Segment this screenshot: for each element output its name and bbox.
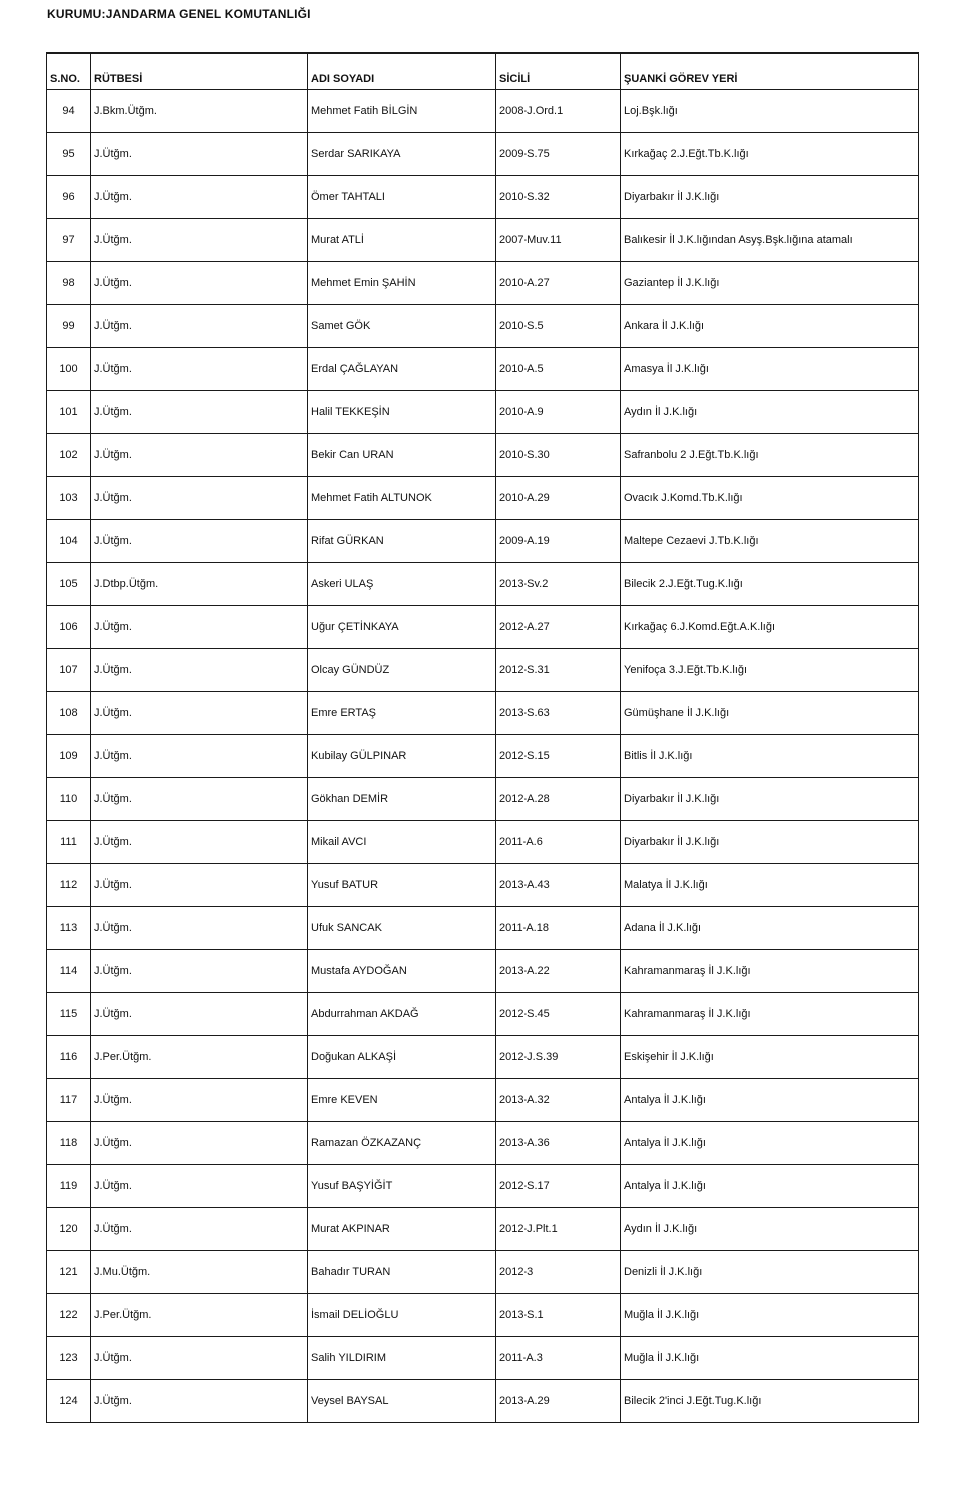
cell-duty: Antalya İl J.K.lığı [621,1165,919,1208]
table-row [47,1036,919,1079]
cell-duty: Yenifoça 3.J.Eğt.Tb.K.lığı [621,649,919,692]
cell-sicil: 2009-A.19 [496,520,621,563]
table-row [47,1337,919,1380]
cell-name: Mehmet Emin ŞAHİN [308,262,496,305]
table-row [47,1380,919,1423]
table-row [47,176,919,219]
cell-rank: J.Ütğm. [91,1337,308,1380]
cell-no: 109 [47,735,91,778]
table-row [47,1208,919,1251]
cell-rank: J.Ütğm. [91,778,308,821]
cell-sicil: 2012-A.27 [496,606,621,649]
cell-duty: Antalya İl J.K.lığı [621,1079,919,1122]
table-row [47,477,919,520]
table-row [47,606,919,649]
cell-sicil: 2010-A.29 [496,477,621,520]
cell-rank: J.Ütğm. [91,1165,308,1208]
cell-sicil: 2009-S.75 [496,133,621,176]
cell-duty: Kahramanmaraş İl J.K.lığı [621,950,919,993]
cell-no: 113 [47,907,91,950]
cell-sicil: 2012-S.45 [496,993,621,1036]
cell-rank: J.Ütğm. [91,391,308,434]
cell-sicil: 2013-A.22 [496,950,621,993]
cell-sicil: 2013-S.1 [496,1294,621,1337]
cell-name: Mikail AVCI [308,821,496,864]
cell-sicil: 2011-A.6 [496,821,621,864]
cell-duty: Kahramanmaraş İl J.K.lığı [621,993,919,1036]
cell-no: 116 [47,1036,91,1079]
cell-rank: J.Ütğm. [91,305,308,348]
cell-rank: J.Ütğm. [91,176,308,219]
table-header-row [47,53,919,90]
cell-duty: Antalya İl J.K.lığı [621,1122,919,1165]
table-row [47,1294,919,1337]
table-row [47,993,919,1036]
cell-no: 108 [47,692,91,735]
cell-duty: Adana İl J.K.lığı [621,907,919,950]
cell-sicil: 2013-S.63 [496,692,621,735]
table-row [47,649,919,692]
cell-duty: Safranbolu 2 J.Eğt.Tb.K.lığı [621,434,919,477]
cell-rank: J.Ütğm. [91,520,308,563]
cell-sicil: 2012-A.28 [496,778,621,821]
cell-duty: Muğla İl J.K.lığı [621,1294,919,1337]
table-row [47,563,919,606]
cell-no: 124 [47,1380,91,1423]
cell-rank: J.Ütğm. [91,864,308,907]
cell-no: 104 [47,520,91,563]
cell-no: 98 [47,262,91,305]
cell-name: Mehmet Fatih BİLGİN [308,90,496,133]
cell-name: Gökhan DEMİR [308,778,496,821]
table-row [47,735,919,778]
cell-rank: J.Ütğm. [91,1122,308,1165]
cell-name: Murat ATLİ [308,219,496,262]
cell-duty: Bitlis İl J.K.lığı [621,735,919,778]
cell-no: 95 [47,133,91,176]
cell-no: 121 [47,1251,91,1294]
table-row [47,1251,919,1294]
cell-no: 106 [47,606,91,649]
cell-rank: J.Ütğm. [91,950,308,993]
cell-no: 122 [47,1294,91,1337]
table-row [47,1079,919,1122]
cell-duty: Loj.Bşk.lığı [621,90,919,133]
cell-rank: J.Per.Ütğm. [91,1294,308,1337]
cell-name: Samet GÖK [308,305,496,348]
cell-no: 117 [47,1079,91,1122]
table-row [47,219,919,262]
cell-name: Rifat GÜRKAN [308,520,496,563]
cell-duty: Diyarbakır İl J.K.lığı [621,778,919,821]
cell-no: 112 [47,864,91,907]
table-row [47,434,919,477]
header-sicil: SİCİLİ [496,53,621,90]
cell-no: 97 [47,219,91,262]
header-duty: ŞUANKİ GÖREV YERİ [621,53,919,90]
cell-duty: Kırkağaç 2.J.Eğt.Tb.K.lığı [621,133,919,176]
cell-name: Bekir Can URAN [308,434,496,477]
cell-sicil: 2013-A.36 [496,1122,621,1165]
cell-rank: J.Mu.Ütğm. [91,1251,308,1294]
cell-name: Uğur ÇETİNKAYA [308,606,496,649]
cell-rank: J.Ütğm. [91,133,308,176]
cell-rank: J.Ütğm. [91,649,308,692]
cell-name: İsmail DELİOĞLU [308,1294,496,1337]
table-row [47,1165,919,1208]
cell-no: 120 [47,1208,91,1251]
cell-rank: J.Per.Ütğm. [91,1036,308,1079]
cell-name: Veysel BAYSAL [308,1380,496,1423]
cell-sicil: 2013-A.43 [496,864,621,907]
cell-no: 94 [47,90,91,133]
cell-rank: J.Ütğm. [91,348,308,391]
cell-duty: Ankara İl J.K.lığı [621,305,919,348]
cell-no: 123 [47,1337,91,1380]
cell-rank: J.Ütğm. [91,1208,308,1251]
cell-name: Emre KEVEN [308,1079,496,1122]
cell-sicil: 2012-J.Plt.1 [496,1208,621,1251]
cell-no: 96 [47,176,91,219]
table-row [47,90,919,133]
cell-sicil: 2012-S.31 [496,649,621,692]
cell-duty: Diyarbakır İl J.K.lığı [621,176,919,219]
cell-rank: J.Ütğm. [91,821,308,864]
cell-rank: J.Bkm.Ütğm. [91,90,308,133]
cell-sicil: 2010-S.5 [496,305,621,348]
table-row [47,262,919,305]
cell-rank: J.Ütğm. [91,993,308,1036]
cell-name: Yusuf BAŞYİĞİT [308,1165,496,1208]
table-row [47,778,919,821]
cell-sicil: 2012-3 [496,1251,621,1294]
cell-duty: Diyarbakır İl J.K.lığı [621,821,919,864]
cell-no: 103 [47,477,91,520]
cell-name: Ömer TAHTALI [308,176,496,219]
cell-name: Serdar SARIKAYA [308,133,496,176]
table-row [47,821,919,864]
cell-duty: Balıkesir İl J.K.lığından Asyş.Bşk.lığına atamalı [621,219,919,262]
cell-sicil: 2010-S.32 [496,176,621,219]
cell-sicil: 2010-A.27 [496,262,621,305]
cell-duty: Ovacık J.Komd.Tb.K.lığı [621,477,919,520]
cell-duty: Amasya İl J.K.lığı [621,348,919,391]
table-row [47,1122,919,1165]
cell-rank: J.Ütğm. [91,735,308,778]
cell-no: 110 [47,778,91,821]
table-body [47,90,919,1423]
cell-rank: J.Ütğm. [91,606,308,649]
cell-name: Emre ERTAŞ [308,692,496,735]
cell-no: 99 [47,305,91,348]
cell-rank: J.Ütğm. [91,262,308,305]
cell-sicil: 2012-J.S.39 [496,1036,621,1079]
cell-no: 105 [47,563,91,606]
header-rank: RÜTBESİ [91,53,308,90]
table-row [47,907,919,950]
cell-duty: Malatya İl J.K.lığı [621,864,919,907]
cell-sicil: 2008-J.Ord.1 [496,90,621,133]
cell-duty: Gümüşhane İl J.K.lığı [621,692,919,735]
cell-name: Doğukan ALKAŞİ [308,1036,496,1079]
cell-duty: Kırkağaç 6.J.Komd.Eğt.A.K.lığı [621,606,919,649]
cell-sicil: 2010-A.5 [496,348,621,391]
cell-duty: Bilecik 2'inci J.Eğt.Tug.K.lığı [621,1380,919,1423]
cell-no: 101 [47,391,91,434]
cell-rank: J.Ütğm. [91,477,308,520]
cell-no: 102 [47,434,91,477]
cell-sicil: 2010-S.30 [496,434,621,477]
table-row [47,348,919,391]
cell-name: Askeri ULAŞ [308,563,496,606]
table-row [47,305,919,348]
cell-rank: J.Ütğm. [91,1079,308,1122]
header-no: S.NO. [47,53,91,90]
cell-no: 119 [47,1165,91,1208]
cell-name: Erdal ÇAĞLAYAN [308,348,496,391]
cell-duty: Gaziantep İl J.K.lığı [621,262,919,305]
cell-rank: J.Ütğm. [91,692,308,735]
table-row [47,950,919,993]
cell-duty: Bilecik 2.J.Eğt.Tug.K.lığı [621,563,919,606]
cell-sicil: 2013-A.32 [496,1079,621,1122]
cell-rank: J.Ütğm. [91,219,308,262]
cell-rank: J.Dtbp.Ütğm. [91,563,308,606]
cell-name: Olcay GÜNDÜZ [308,649,496,692]
cell-name: Mehmet Fatih ALTUNOK [308,477,496,520]
document-title: KURUMU:JANDARMA GENEL KOMUTANLIĞI [47,7,311,21]
cell-sicil: 2011-A.3 [496,1337,621,1380]
cell-rank: J.Ütğm. [91,434,308,477]
cell-no: 100 [47,348,91,391]
cell-name: Halil TEKKEŞİN [308,391,496,434]
cell-no: 118 [47,1122,91,1165]
cell-rank: J.Ütğm. [91,907,308,950]
cell-name: Salih YILDIRIM [308,1337,496,1380]
cell-name: Bahadır TURAN [308,1251,496,1294]
table-row [47,133,919,176]
cell-name: Mustafa AYDOĞAN [308,950,496,993]
cell-sicil: 2011-A.18 [496,907,621,950]
cell-name: Kubilay GÜLPINAR [308,735,496,778]
cell-name: Murat AKPINAR [308,1208,496,1251]
cell-sicil: 2010-A.9 [496,391,621,434]
cell-duty: Muğla İl J.K.lığı [621,1337,919,1380]
cell-sicil: 2012-S.15 [496,735,621,778]
cell-duty: Maltepe Cezaevi J.Tb.K.lığı [621,520,919,563]
cell-rank: J.Ütğm. [91,1380,308,1423]
cell-name: Yusuf BATUR [308,864,496,907]
cell-sicil: 2013-A.29 [496,1380,621,1423]
cell-name: Abdurrahman AKDAĞ [308,993,496,1036]
cell-no: 107 [47,649,91,692]
cell-duty: Denizli İl J.K.lığı [621,1251,919,1294]
cell-sicil: 2007-Muv.11 [496,219,621,262]
table-row [47,520,919,563]
cell-name: Ramazan ÖZKAZANÇ [308,1122,496,1165]
header-name: ADI SOYADI [308,53,496,90]
cell-no: 111 [47,821,91,864]
cell-no: 115 [47,993,91,1036]
table-row [47,692,919,735]
cell-sicil: 2013-Sv.2 [496,563,621,606]
cell-duty: Eskişehir İl J.K.lığı [621,1036,919,1079]
cell-duty: Aydın İl J.K.lığı [621,1208,919,1251]
cell-sicil: 2012-S.17 [496,1165,621,1208]
cell-name: Ufuk SANCAK [308,907,496,950]
table-row [47,391,919,434]
cell-duty: Aydın İl J.K.lığı [621,391,919,434]
cell-no: 114 [47,950,91,993]
table-row [47,864,919,907]
personnel-table [46,52,919,1423]
